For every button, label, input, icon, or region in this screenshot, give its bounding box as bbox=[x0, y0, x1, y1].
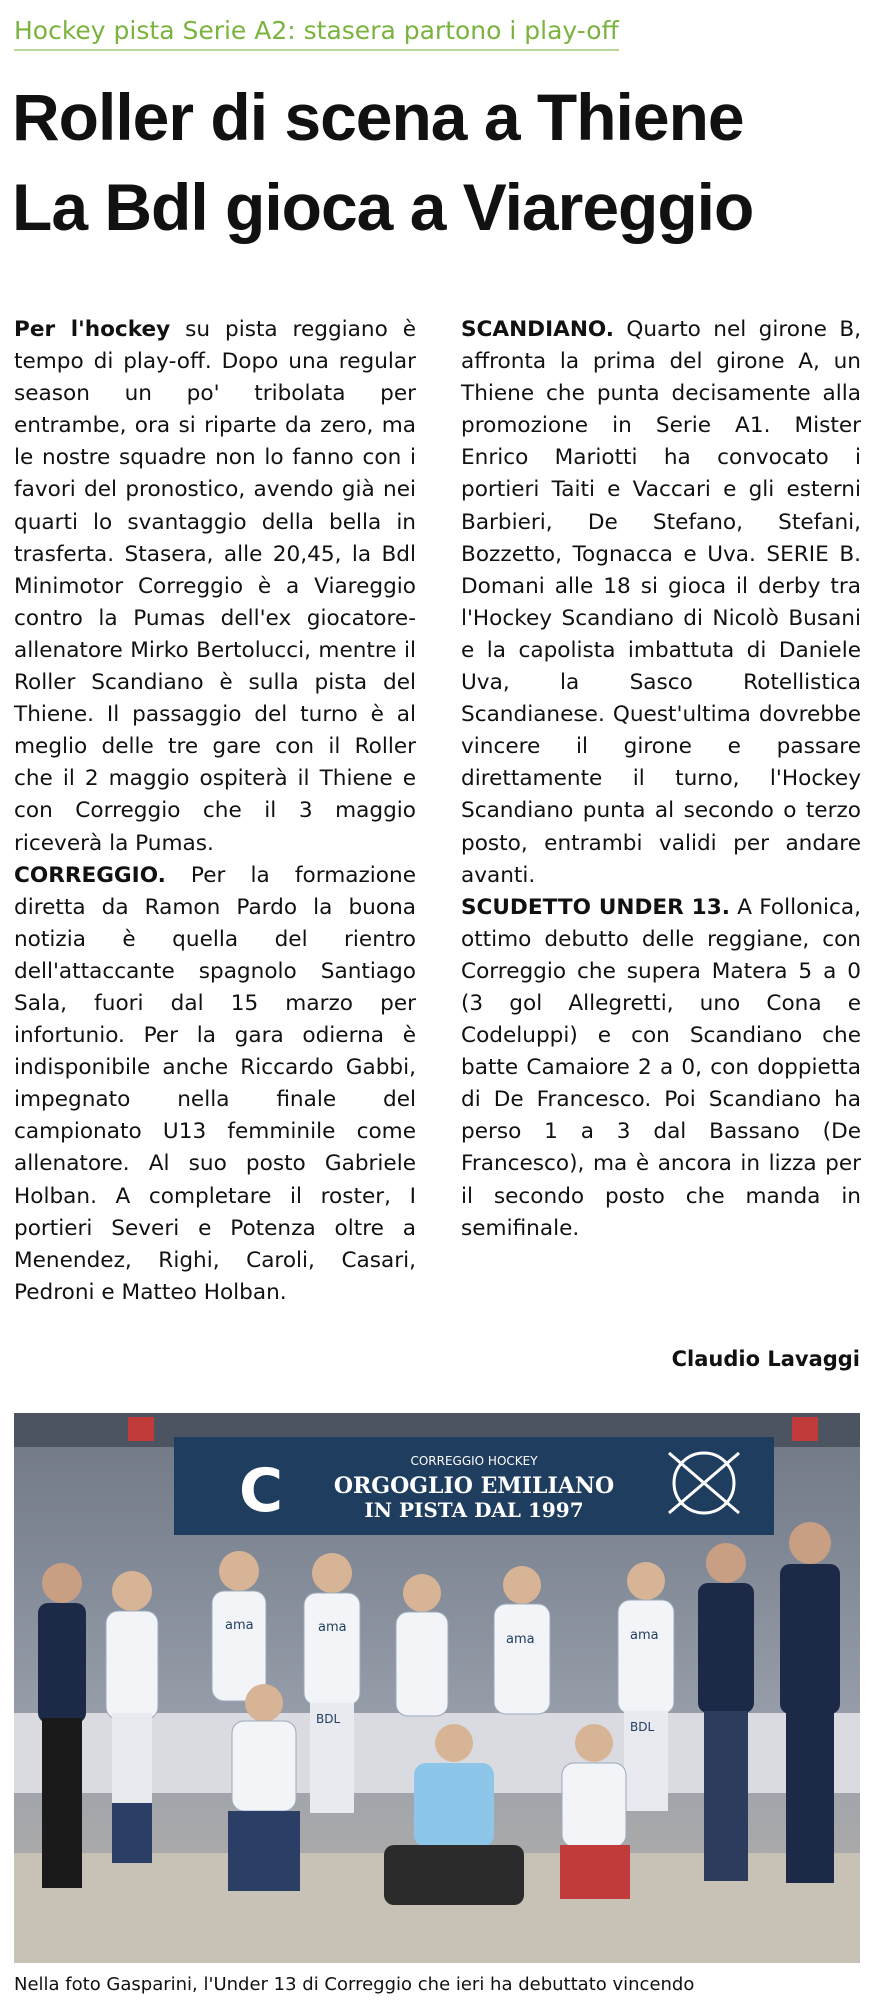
paragraph-text: A Follonica, ottimo debutto delle reggiane, con Correggio che supera Matera 5 a 0 (3 gol Allegretti, uno Cona e Codeluppi) e con Scandiano che batte Camaiore 2 a 0, con doppietta di De Francesco. Poi Scandiano ha perso 1 a 3 dal Bassano (De Francesco), ma è ancora in lizza per il secondo posto che manda in semifinale. bbox=[461, 894, 861, 1241]
coach-right-tall bbox=[780, 1522, 840, 1883]
article-column-left bbox=[14, 314, 416, 1309]
jersey-sponsor: ama bbox=[506, 1632, 535, 1647]
shorts-sponsor: BDL bbox=[316, 1712, 341, 1726]
banner-logo: C bbox=[239, 1456, 284, 1526]
paragraph-text: su pista reggiano è tempo di play-off. Dopo una regular season un po' tribolata per entrambe, ora si riparte da zero, ma le nostre squadre non lo fanno con i favori del pronostico, avendo già nei quarti lo svantaggio della bella in trasferta. Stasera, alle 20,45, la Bdl Minimotor Correggio è a Viareggio contro la Pumas dell'ex giocatore-allenatore Mirko Bertolucci, mentre il Roller Scandiano è sulla pista del Thiene. Il passaggio del turno è al meglio delle tre gare con il Roller che il 2 maggio ospiterà il Thiene e con Correggio che il 3 maggio riceverà la Pumas. bbox=[14, 317, 416, 856]
player bbox=[212, 1551, 266, 1701]
player bbox=[396, 1574, 448, 1716]
article-kicker: Hockey pista Serie A2: stasera partono i play-off bbox=[14, 16, 619, 51]
paragraph-correggio bbox=[14, 860, 416, 1309]
paragraph-lead: Per l'hockey bbox=[14, 317, 171, 342]
banner-club: CORREGGIO HOCKEY bbox=[410, 1454, 538, 1468]
article-headline bbox=[12, 72, 862, 252]
team-photo bbox=[14, 1413, 860, 1963]
jersey-sponsor: ama bbox=[318, 1620, 347, 1635]
player bbox=[106, 1571, 158, 1863]
coach-right bbox=[698, 1543, 754, 1881]
paragraph-text: Quarto nel girone B, affronta la prima del girone A, un Thiene che punta decisamente alla promozione in Serie A1. Mister Enrico Mariotti ha convocato i portieri Taiti e Vaccari e gli esterni Barbieri, De Stefano, Stefani, Bozzetto, Tognacca e Uva. SERIE B. Domani alle 18 si gioca il derby tra l'Hockey Scandiano di Nicolò Busani e la capolista imbattuta di Daniele Uva, la Sasco Rotellistica Scandianese. Quest'ultima dovrebbe vincere il girone e passare direttamente il turno, l'Hockey Scandiano punta al secondo o terzo posto, entrambi validi per andare avanti. bbox=[461, 317, 861, 888]
banner-since: IN PISTA DAL 1997 bbox=[364, 1498, 584, 1522]
exit-sign bbox=[128, 1417, 154, 1441]
article-byline: Claudio Lavaggi bbox=[671, 1347, 860, 1371]
paragraph-under13 bbox=[461, 892, 861, 1245]
photo-caption: Nella foto Gasparini, l'Under 13 di Correggio che ieri ha debuttato vincendo bbox=[14, 1974, 695, 1995]
paragraph-text: Per la formazione diretta da Ramon Pardo la buona notizia è quella del rientro dell'attaccante spagnolo Santiago Sala, fuori dal 15 marzo per infortunio. Per la gara odierna è indisponibile anche Riccardo Gabbi, impegnato nella finale del campionato U13 femminile come allenatore. Al suo posto Gabriele Holban. A completare il roster, I portieri Severi e Potenza oltre a Menendez, Righi, Caroli, Casari, Pedroni e Matteo Holban. bbox=[14, 862, 416, 1305]
article-column-right bbox=[461, 314, 861, 1245]
banner-motto: ORGOGLIO EMILIANO bbox=[333, 1473, 615, 1499]
paragraph-lead: CORREGGIO. bbox=[14, 862, 166, 888]
coach-left bbox=[38, 1563, 86, 1888]
jersey-sponsor: ama bbox=[630, 1628, 659, 1643]
paragraph-lead: SCANDIANO. bbox=[461, 317, 615, 342]
shorts-sponsor: BDL bbox=[630, 1720, 655, 1734]
paragraph-intro bbox=[14, 314, 416, 860]
paragraph-scandiano bbox=[461, 314, 861, 892]
headline-line-2: La Bdl gioca a Viareggio bbox=[12, 170, 754, 244]
team-photo-illustration bbox=[14, 1413, 860, 1963]
headline-line-1: Roller di scena a Thiene bbox=[12, 80, 744, 154]
paragraph-lead: SCUDETTO UNDER 13. bbox=[461, 894, 730, 920]
exit-sign bbox=[792, 1417, 818, 1441]
jersey-sponsor: ama bbox=[225, 1618, 254, 1633]
